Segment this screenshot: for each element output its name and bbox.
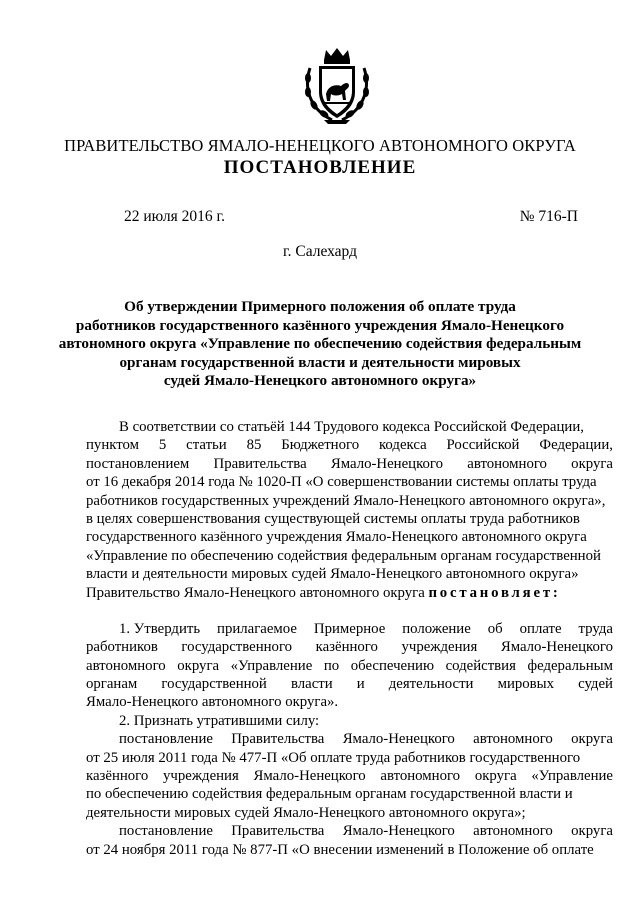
word: по [323, 657, 340, 674]
word: Ямало-Ненецкого [500, 639, 613, 656]
body-line [86, 584, 613, 602]
body-line: деятельности мировых судей Ямало-Ненецкого автономного округа»; [86, 804, 526, 821]
body-text: Правительство Ямало-Ненецкого автономного округа [86, 584, 429, 601]
body-line: Ямало-Ненецкого автономного округа». [86, 694, 339, 711]
word: Ямало-Ненецкого [342, 731, 455, 748]
word: 1. Утвердить [119, 620, 201, 637]
body-line: в целях совершенствования существующей системы оплаты труда работников [86, 510, 580, 527]
body-line: по обеспечению содействия федеральным органам государственной власти и [86, 786, 573, 803]
word: автономного [473, 823, 553, 840]
word: автономного [473, 731, 553, 748]
body-line [86, 767, 613, 785]
word: «Управление [230, 657, 313, 674]
word: прилагаемое [217, 620, 297, 637]
word: округа [474, 768, 517, 785]
body-line [86, 822, 613, 840]
word: пунктом [86, 437, 139, 454]
word: обеспечению [350, 657, 435, 674]
body-line: 2. Признать утратившими силу: [119, 712, 320, 729]
body-line: В соответствии со статьёй 144 Трудового кодекса Российской Федерации, [119, 419, 584, 435]
word: постановление [119, 823, 213, 840]
word: и [356, 676, 365, 693]
word: федеральным [527, 657, 613, 674]
body-line [86, 436, 613, 454]
word: автономного [86, 657, 166, 674]
word: Ямало-Ненецкого [342, 823, 455, 840]
word: Примерное [313, 620, 386, 637]
body-line: от 25 июля 2011 года № 477-П «Об оплате труда работников государственного [86, 749, 581, 766]
word: постановление [119, 731, 213, 748]
resolves-word: постановляет: [428, 584, 561, 601]
body-line [86, 620, 613, 638]
word: учреждения [401, 639, 478, 656]
body-line [86, 638, 613, 656]
word: округа [571, 731, 613, 748]
word: работников [86, 639, 158, 656]
word: государственной [161, 676, 267, 693]
word: положение [402, 620, 471, 637]
word: казённого [315, 639, 378, 656]
word: статьи [186, 437, 227, 454]
title-line: работников государственного казённого учреждения Ямало-Ненецкого [75, 316, 565, 334]
word: округа [177, 657, 220, 674]
word: Правительства [213, 455, 307, 472]
word: Ямало-Ненецкого [253, 768, 366, 785]
word: 85 [246, 437, 262, 454]
title-line: органам государственной власти и деятельности мировых [119, 353, 521, 371]
word: Российской [446, 437, 520, 454]
word: власти [290, 676, 333, 693]
word: деятельности [388, 676, 474, 693]
title-line: автономного округа «Управление по обеспечению содействия федеральным [58, 335, 582, 352]
word: содействия [445, 657, 516, 674]
word: 5 [158, 437, 167, 454]
body-line: «Управление по обеспечению содействия федеральным органам государственной [86, 547, 601, 564]
document-number: № 716-П [519, 208, 578, 225]
body-line: государственного казённого учреждения Ямало-Ненецкого автономного округа [86, 529, 587, 546]
word: «Управление [531, 768, 613, 785]
word: органам [86, 676, 138, 693]
title-line: Об утверждении Примерного положения об оплате труда [124, 298, 516, 315]
word: Правительства [231, 823, 325, 840]
word: казённого [86, 768, 149, 785]
body-line: от 16 декабря 2014 года № 1020-П «О совершенствовании системы оплаты труда [86, 474, 597, 491]
word: округа [571, 823, 613, 840]
body-line [86, 657, 613, 675]
body-line: власти и деятельности мировых судей Ямало-Ненецкого автономного округа» [86, 566, 579, 583]
document-city: г. Салехард [283, 243, 357, 260]
body-line [86, 675, 613, 693]
body-line [86, 455, 613, 473]
word: государственного [181, 639, 293, 656]
document-type: ПОСТАНОВЛЕНИЕ [223, 157, 417, 178]
word: кодекса [379, 437, 427, 454]
word: округа [571, 455, 613, 472]
word: постановлением [86, 455, 190, 472]
body-line: работников государственных учреждений Ямало-Ненецкого автономного округа», [86, 492, 606, 509]
word: Федерации, [539, 437, 613, 454]
word: оплате [519, 620, 562, 637]
title-line: судей Ямало-Ненецкого автономного округа» [163, 372, 477, 389]
document-body [86, 418, 613, 859]
body-line [86, 730, 613, 748]
word: Правительства [231, 731, 325, 748]
word: автономного [380, 768, 461, 785]
coat-of-arms-emblem [302, 46, 372, 126]
word: Ямало-Ненецкого [330, 455, 444, 472]
word: об [487, 620, 503, 637]
word: труда [578, 620, 613, 637]
government-name: ПРАВИТЕЛЬСТВО ЯМАЛО-НЕНЕЦКОГО АВТОНОМНОГО ОКРУГА [64, 136, 576, 155]
body-line: от 24 ноября 2011 года № 877-П «О внесении изменений в Положение об оплате [86, 841, 594, 858]
word: судей [578, 676, 613, 693]
word: автономного [467, 455, 547, 472]
document-title [0, 298, 640, 391]
word: учреждения [163, 768, 239, 785]
document-date: 22 июля 2016 г. [124, 208, 225, 225]
word: мировых [497, 676, 554, 693]
word: Бюджетного [281, 437, 360, 454]
